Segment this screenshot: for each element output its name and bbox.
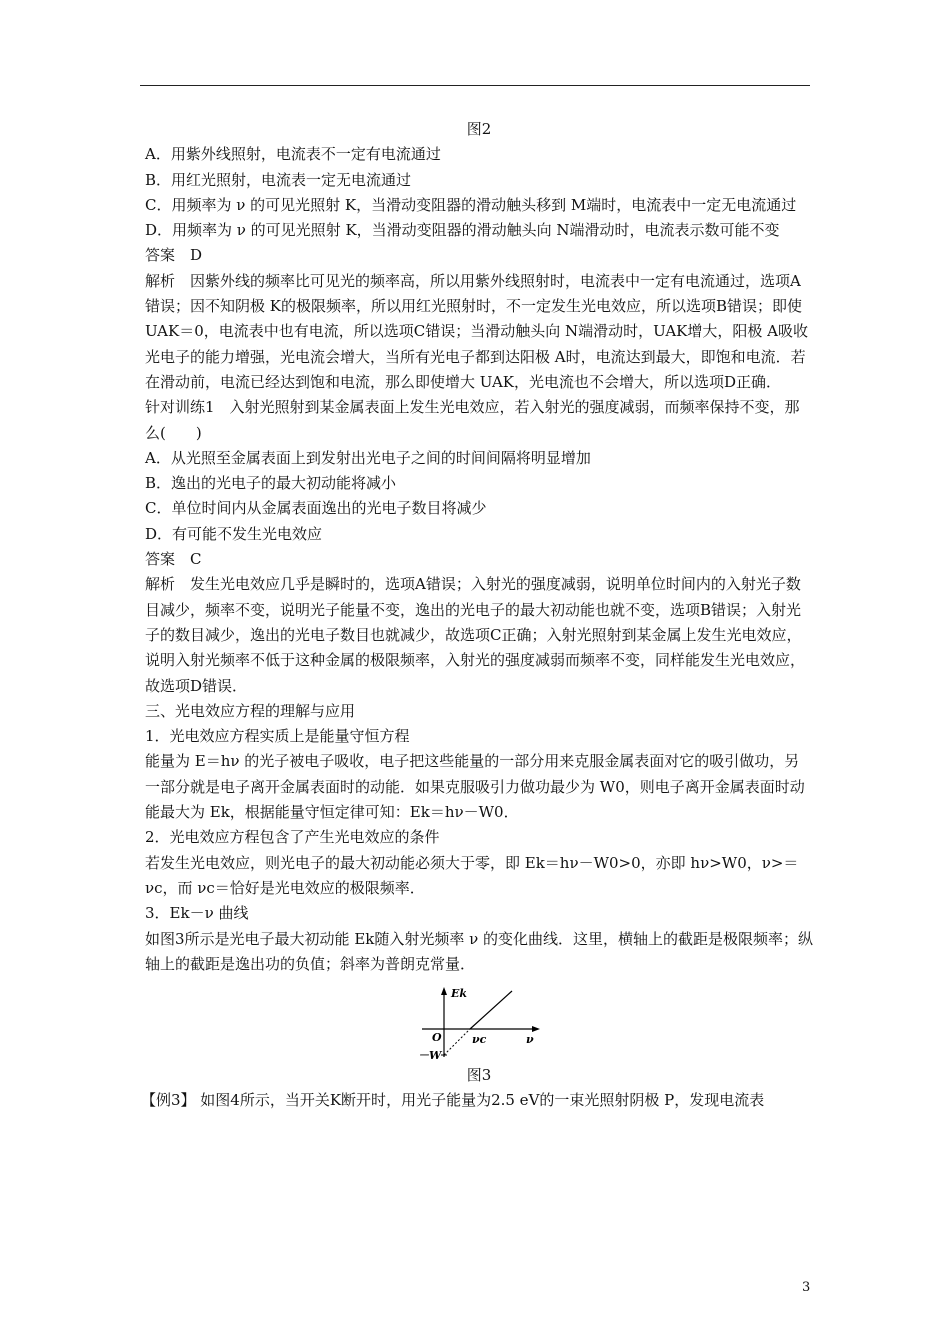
drill-question: 针对训练1 入射光照射到某金属表面上发生光电效应，若入射光的强度减弱，而频率保持不变，那么( ) [145,398,800,442]
question-option-a: A．用紫外线照射，电流表不一定有电流通过 [145,145,441,164]
section-3-title: 三、光电效应方程的理解与应用 [145,701,356,720]
drill-option-b: B．逸出的光电子的最大初动能将减小 [145,474,397,493]
x-axis-label: ν [526,1033,534,1047]
analysis-2: 解析 发生光电效应几乎是瞬时的，选项A错误；入射光的强度减弱，说明单位时间内的入射光子数目减少，频率不变，说明光子能量不变，逸出的光电子的最大初动能也就不变，选项B错误；入射光子的数目减少，逸出的光电子数目也就减少，故选项C正确；入射光照射到某金属上发生光电效应，说明入射光频率不低于这种金属的极限频率，入射光的强度减弱而频率不变，同样能发生光电效应，故选项D错误． [145,575,806,695]
figure-2-caption: 图2 [466,120,492,138]
extrapolated-line [444,1029,470,1055]
ek-line [470,991,512,1029]
page-number: 3 [802,1280,811,1295]
subsection-2-body: 若发生光电效应，则光电子的最大初动能必须大于零，即 Ek＝hν－W0>0，亦即 hν>W0，ν>＝νc，而 νc＝恰好是光电效应的极限频率． [145,853,799,897]
subsection-3-title: 3．Ek－ν 曲线 [145,904,249,923]
drill-option-c: C．单位时间内从金属表面逸出的光电子数目将减少 [145,499,487,518]
x-axis-arrow [532,1026,540,1032]
subsection-1-title: 1．光电效应方程实质上是能量守恒方程 [145,727,410,746]
subsection-3-body: 如图3所示是光电子最大初动能 Ek随入射光频率 ν 的变化曲线．这里，横轴上的截距是极限频率；纵轴上的截距是逸出功的负值；斜率为普朗克常量． [145,929,814,973]
y-axis-label: Ek [451,987,468,1001]
ek-nu-graph [414,985,544,1063]
y-axis-arrow [441,987,447,995]
example-3: 【例3】 如图4所示，当开关K断开时，用光子能量为2.5 eV的一束光照射阴极 P，发现电流表 [141,1091,765,1110]
neg-w-label: －W [418,1049,442,1063]
subsection-2-title: 2．光电效应方程包含了产生光电效应的条件 [145,828,440,847]
question-option-c: C．用频率为 ν 的可见光照射 K，当滑动变阻器的滑动触头移到 M端时，电流表中一定无电流通过 [145,195,797,214]
origin-label: O [432,1031,442,1045]
header-rule [140,85,810,86]
question-option-d: D．用频率为 ν 的可见光照射 K，当滑动变阻器的滑动触头向 N端滑动时，电流表示数可能不变 [145,221,780,240]
drill-option-a: A．从光照至金属表面上到发射出光电子之间的时间间隔将明显增加 [145,448,591,467]
answer-2: 答案 C [145,550,202,569]
question-option-b: B．用红光照射，电流表一定无电流通过 [145,170,412,189]
nu-c-label: νc [472,1033,487,1047]
analysis-1: 解析 因紫外线的频率比可见光的频率高，所以用紫外线照射时，电流表中一定有电流通过，选项A错误；因不知阴极 K的极限频率，所以用红光照射时，不一定发生光电效应，所以选项B错误；即使 UAK＝0，电流表中也有电流，所以选项C错误；当滑动触头向 N端滑动时，UAK增大，阳极 A吸收光电子的能力增强，光电流会增大，当所有光电子都到达阳极 A时，电流达到最大，即饱和电流．若在滑动前，电流已经达到饱和电流，那么即使增大 UAK，光电流也不会增大，所以选项D正确． [145,271,808,391]
subsection-1-body: 能量为 E＝hν 的光子被电子吸收，电子把这些能量的一部分用来克服金属表面对它的吸引做功，另一部分就是电子离开金属表面时的动能．如果克服吸引力做功最少为 W0，则电子离开金属表面时动能最大为 Ek，根据能量守恒定律可知：Ek＝hν－W0． [145,752,805,822]
document-body [141,117,814,1114]
figure-3-caption: 图3 [466,1066,492,1085]
drill-option-d: D．有可能不发生光电效应 [145,524,323,543]
answer-1: 答案 D [145,246,203,265]
